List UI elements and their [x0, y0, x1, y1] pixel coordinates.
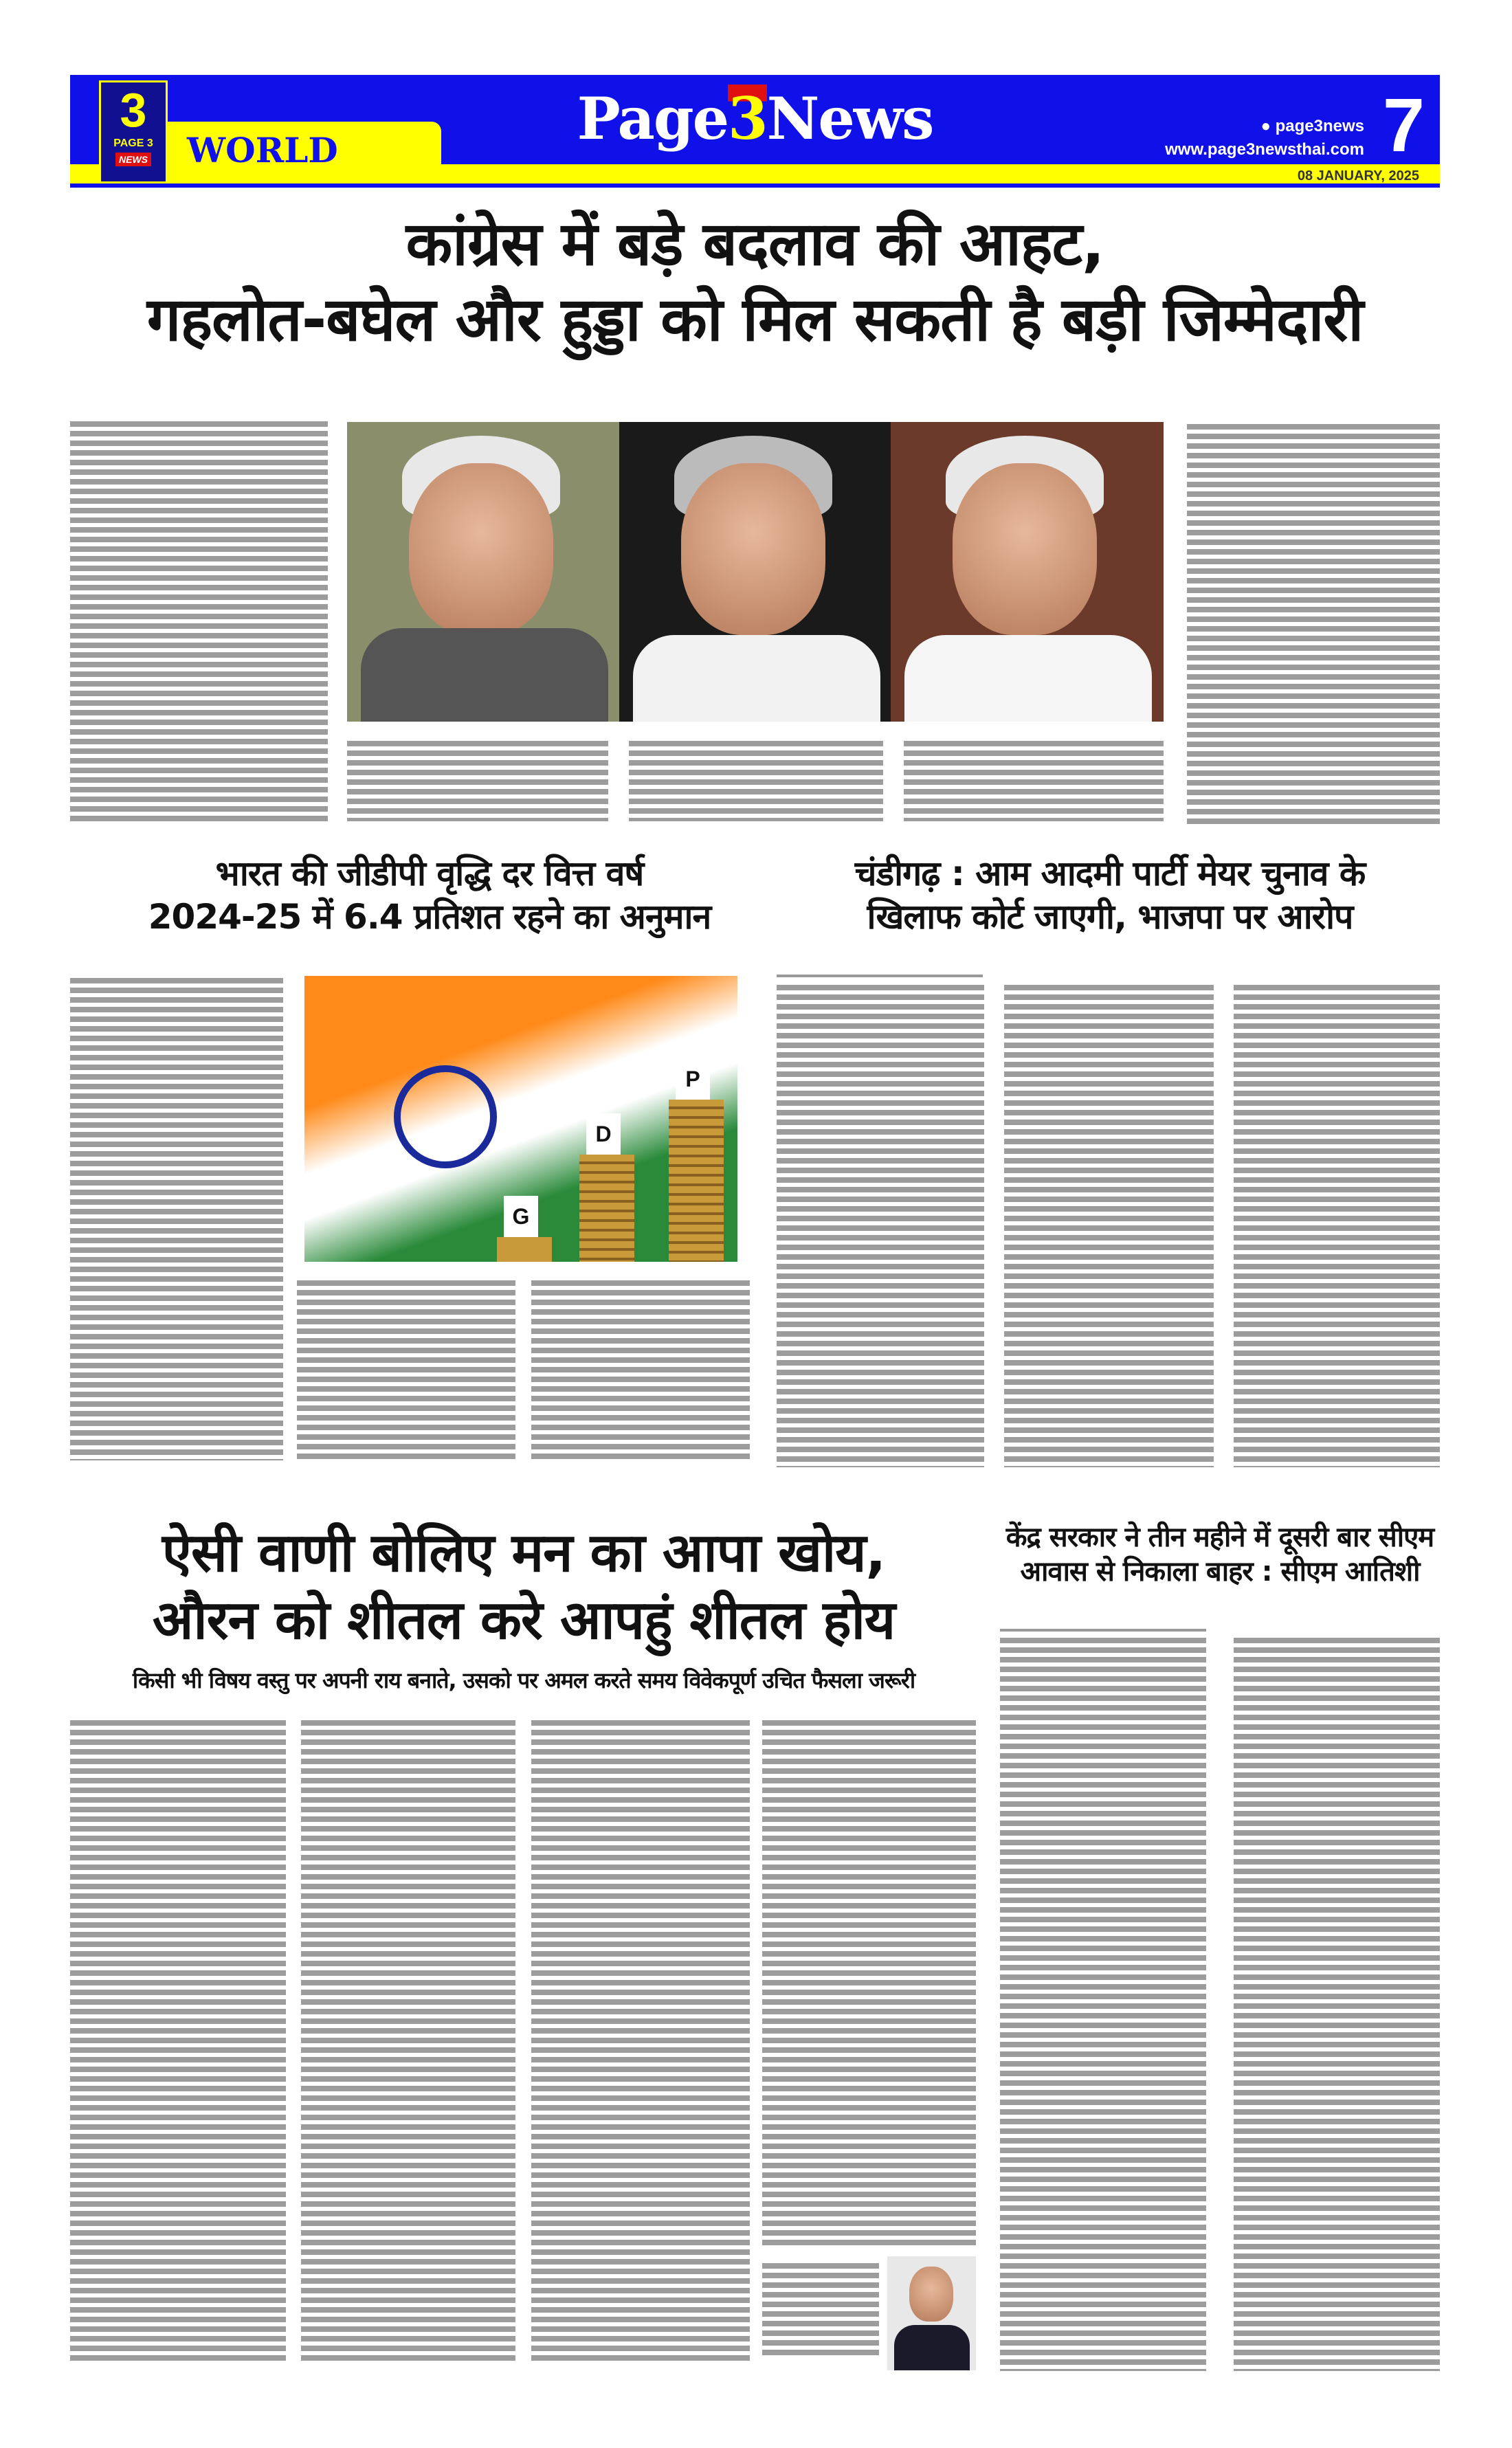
story2-headline: [103, 852, 756, 938]
story1-column-4: [904, 739, 1164, 821]
story4-headline: [70, 1520, 977, 1654]
story4-headline-line1: ऐसी वाणी बोलिए मन का आपा खोय,: [162, 1522, 886, 1584]
story5-headline: [1000, 1520, 1440, 1589]
story3-column-3: [1234, 983, 1440, 1467]
masthead: [70, 75, 1440, 188]
author-photo: [887, 2256, 976, 2370]
divider: [1000, 1629, 1206, 1632]
story1-headline: [70, 206, 1440, 357]
brand-number: 3: [728, 85, 767, 153]
coin-letter-g: G: [504, 1196, 538, 1237]
photo-ashok-gehlot: [619, 422, 891, 722]
story3-headline: [783, 852, 1436, 938]
story2-column-2: [297, 1278, 515, 1460]
divider: [777, 975, 983, 977]
story1-column-3: [629, 739, 883, 821]
story1-column-2: [347, 739, 608, 821]
page-number: 7: [1382, 83, 1425, 168]
story5-headline-line1: केंद्र सरकार ने तीन महीने में दूसरी बार सीएम: [1005, 1522, 1434, 1553]
story3-headline-line1: चंडीगढ़ : आम आदमी पार्टी मेयर चुनाव के: [854, 854, 1366, 893]
logo-number: 3: [120, 83, 147, 137]
social-handle: ● page3news: [1260, 117, 1364, 135]
gdp-illustration: [304, 976, 737, 1262]
story1-headline-line1: कांग्रेस में बड़े बदलाव की आहट,: [405, 208, 1104, 279]
story2-headline-line1: भारत की जीडीपी वृद्धि दर वित्त वर्ष: [215, 854, 644, 893]
story4-headline-line2: औरन को शीतल करे आपहुं शीतल होय: [152, 1589, 896, 1651]
story5-column-2: [1234, 1636, 1440, 2371]
story1-column-left: [70, 419, 328, 821]
story4-column-3: [531, 1718, 750, 2364]
story4-column-2: [301, 1718, 515, 2364]
story5-column-1: [1000, 1636, 1206, 2371]
ashoka-chakra-icon: [394, 1065, 497, 1168]
story2-headline-line2: 2024-25 में 6.4 प्रतिशत रहने का अनुमान: [148, 896, 711, 937]
story3-headline-line2: खिलाफ कोर्ट जाएगी, भाजपा पर आरोप: [867, 896, 1353, 937]
story4-column-4: [762, 1718, 976, 2247]
coin-letter-d: D: [586, 1113, 621, 1155]
photo-bhupinder-hooda: [891, 422, 1164, 722]
story1-headline-line2: गहलोत-बघेल और हुड्डा को मिल सकती है बड़ी जिम्मेदारी: [146, 284, 1364, 355]
issue-date: 08 JANUARY, 2025: [1297, 168, 1419, 183]
section-label: WORLD: [187, 130, 338, 170]
author-credit: [762, 2261, 879, 2357]
logo-page-text: PAGE 3: [113, 137, 153, 149]
logo-news-badge: NEWS: [115, 153, 151, 166]
brand-pre: Page: [577, 85, 729, 153]
website-link[interactable]: www.page3newsthai.com: [1165, 140, 1364, 159]
brand-post: News: [766, 85, 933, 153]
story4-subheadline: किसी भी विषय वस्तु पर अपनी राय बनाते, उसको पर अमल करते समय विवेकपूर्ण उचित फैसला जरूरी: [132, 1667, 915, 1693]
social-info: [1165, 115, 1364, 162]
story4-column-1: [70, 1718, 286, 2364]
photo-bhupesh-baghel: [347, 422, 619, 722]
story3-column-2: [1004, 983, 1214, 1467]
story2-column-1: [70, 976, 283, 1460]
story5-headline-line2: आवास से निकाला बाहर : सीएम आतिशी: [1020, 1556, 1420, 1588]
coin-letter-p: P: [676, 1058, 710, 1100]
story1-column-right: [1187, 422, 1440, 827]
story2-column-3: [531, 1278, 750, 1460]
story3-column-1: [777, 983, 984, 1467]
